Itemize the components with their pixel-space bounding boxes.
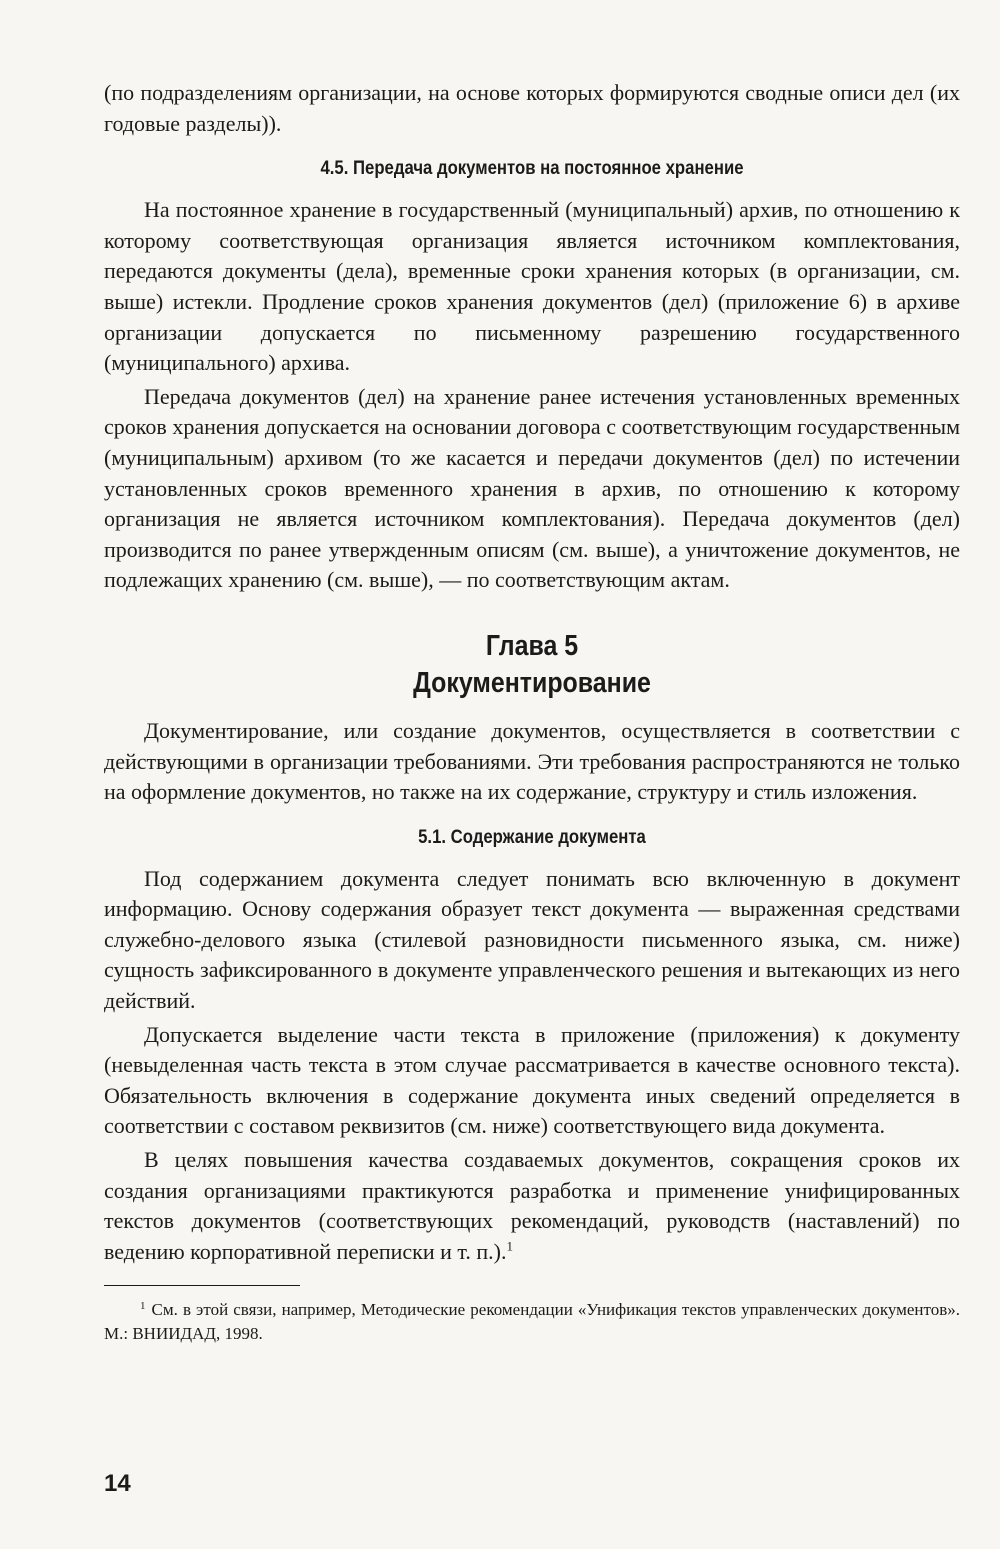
- page-number: 14: [104, 1470, 131, 1497]
- section-5-1-heading: 5.1. Содержание документа: [418, 826, 646, 848]
- footnote-reference[interactable]: 1: [506, 1238, 513, 1254]
- chapter-5-paragraph: Документирование, или создание документов, осуществляется в соответствии с действующими в организации требованиями. Эти требования распространяются не только на оформление документов, но также на их содержание, структуру и стиль изложения.: [104, 717, 960, 805]
- chapter-title: Документирование: [413, 666, 651, 699]
- section-4-5-paragraph-2: Передача документов (дел) на хранение ранее истечения установленных временных сроков хранения допускается на основании договора с соответствующим государственным (муниципальным) архивом (то же касается и передачи документов (дел) по истечении установленных сроков временного хранения в архив, по отношению к которому организация не является источником комплектования). Передача документов (дел) производится по ранее утвержденным описям (см. выше), а уничтожение документов, не подлежащих хранению (см. выше), — по соответствующим актам.: [104, 383, 960, 593]
- section-5-1-paragraph-1: Под содержанием документа следует понимать всю включенную в документ информацию. Основу содержания образует текст документа — выраженная средствами служебно-делового языка (стилевой разновидности письменного языка, см. ниже) сущность зафиксированного в документе управленческого решения и вытекающих из него действий.: [104, 865, 960, 1014]
- chapter-heading: [164, 628, 900, 702]
- section-5-1-paragraph-3: [104, 1145, 960, 1267]
- chapter-label: Глава 5: [485, 629, 579, 662]
- footnote-text: См. в этой связи, например, Методические рекомендации «Унификация текстов управленческих документов». М.: ВНИИДАД, 1998.: [104, 1300, 960, 1344]
- footnote-marker: 1: [140, 1299, 146, 1312]
- section-4-5-paragraph-1: На постоянное хранение в государственный (муниципальный) архив, по отношению к которому соответствующая организация является источником комплектования, передаются документы (дела), временные сроки хранения которых (в организации, см. выше) истекли. Продление сроков хранения документов (дел) (приложение 6) в архиве организации допускается по письменному разрешению государственного (муниципального) архива.: [104, 197, 960, 376]
- intro-paragraph: (по подразделениям организации, на основе которых формируются сводные описи дел (их годовые разделы)).: [104, 80, 960, 136]
- footnote: [104, 1298, 960, 1346]
- footnote-divider: [104, 1285, 300, 1286]
- section-5-1-paragraph-2: Допускается выделение части текста в приложение (приложения) к документу (невыделенная часть текста в этом случае рассматривается в качестве основного текста). Обязательность включения в содержание документа иных сведений определяется в соответствии с составом реквизитов (см. ниже) соответствующего вида документа.: [104, 1021, 960, 1139]
- section-5-1-paragraph-3-text: В целях повышения качества создаваемых документов, сокращения сроков их создания организациями практикуются разработка и применение унифицированных текстов документов (соответствующих рекомендаций, руководств (наставлений) по ведению корпоративной переписки и т. п.).: [104, 1147, 960, 1264]
- section-4-5-heading: 4.5. Передача документов на постоянное хранение: [320, 158, 744, 180]
- book-page: [104, 78, 960, 1346]
